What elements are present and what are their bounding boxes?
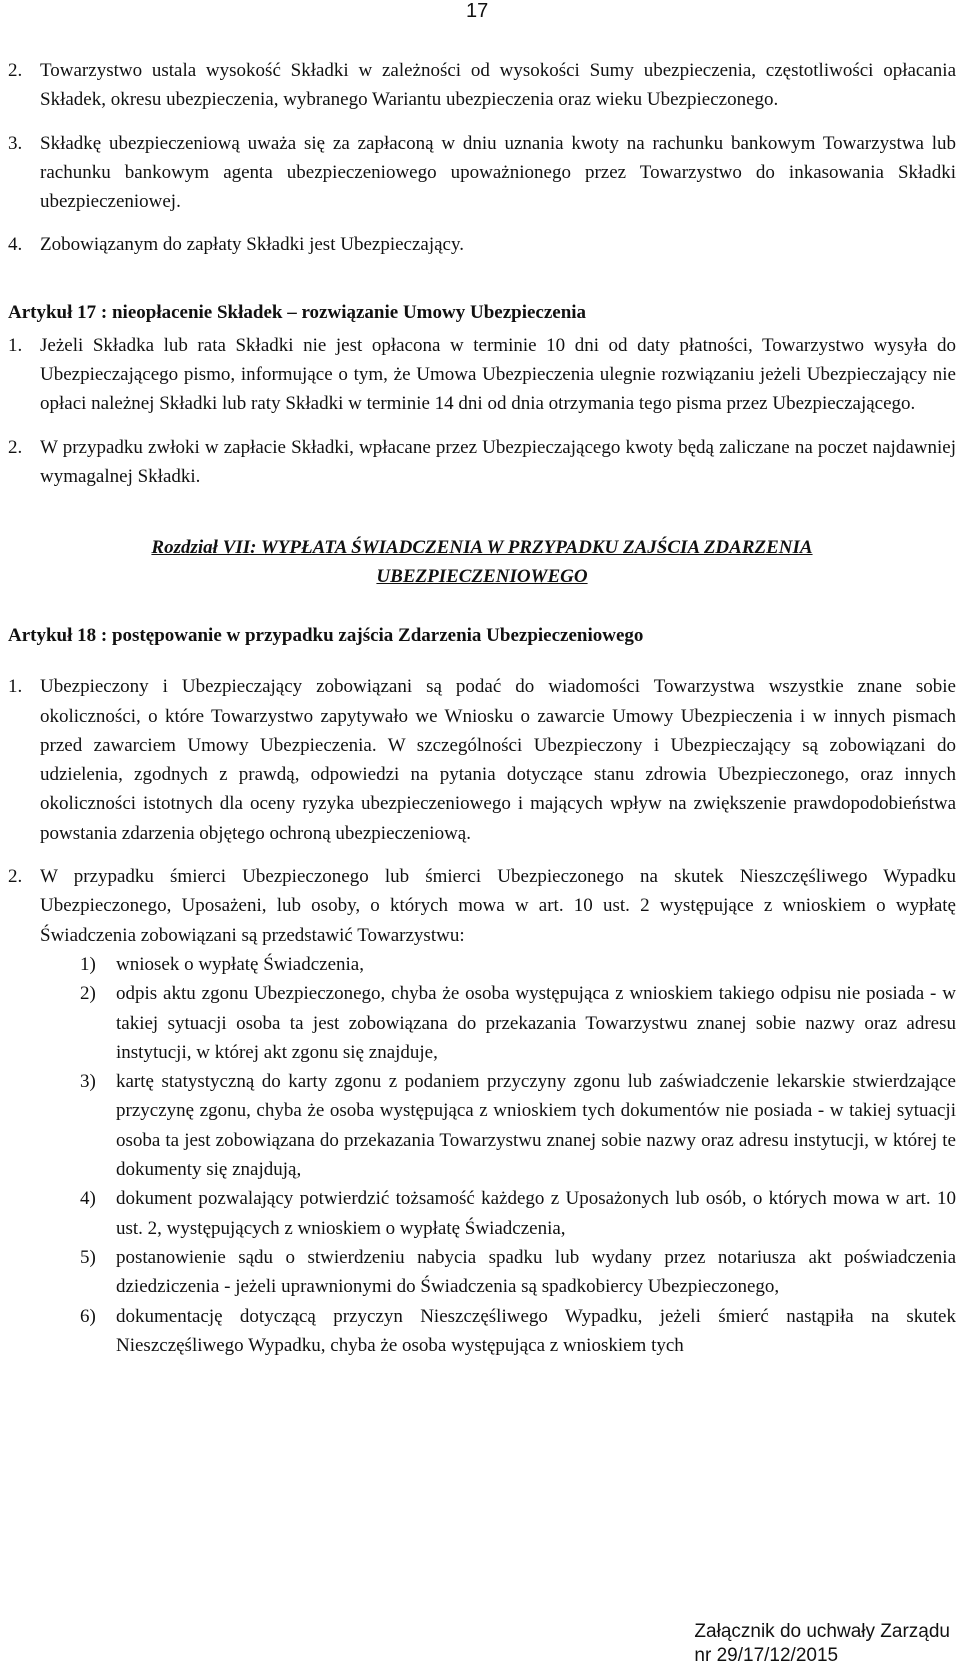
list-item-text: odpis aktu zgonu Ubezpieczonego, chyba że osoba występująca z wnioskiem takiego odpisu nie posiada - w takiej sytuacji osoba ta jest zobowiązana do przekazania Towarzystwu znanej sobie nazwy oraz adresu instytucji, w której akt zgonu się znajduje, (116, 983, 956, 1063)
article-17-paragraph-2 (8, 433, 956, 492)
paragraph-text: Towarzystwo ustala wysokość Składki w zależności od wysokości Sumy ubezpieczenia, częstotliwości opłacania Składek, okresu ubezpieczenia, wybranego Wariantu ubezpieczenia oraz wieku Ubezpieczonego. (40, 60, 956, 111)
document-body (8, 56, 956, 1360)
chapter-heading-line-2: UBEZPIECZENIOWEGO (376, 566, 588, 588)
list-item-text: dokumentację dotyczącą przyczyn Nieszczęśliwego Wypadku, jeżeli śmierć nastąpiła na skutek Nieszczęśliwego Wypadku, chyba że osoba występująca z wnioskiem tych (116, 1305, 956, 1356)
paragraph-text: Zobowiązanym do zapłaty Składki jest Ubezpieczający. (40, 234, 464, 256)
article-18-paragraph-2 (8, 862, 956, 950)
list-item (80, 1302, 956, 1361)
page-number: 17 (466, 0, 489, 22)
paragraph-2 (8, 56, 956, 115)
footer-note (694, 1620, 950, 1668)
paragraph-text: W przypadku śmierci Ubezpieczonego lub śmierci Ubezpieczonego na skutek Nieszczęśliwego Wypadku Ubezpieczonego, Uposażeni, lub osoby, o których mowa w art. 10 ust. 2 występujące z wnioskiem o wypłatę Świadczenia zobowiązani są przedstawić Towarzystwu: (40, 866, 956, 946)
paragraph-3 (8, 129, 956, 217)
footer-line-1: Załącznik do uchwały Zarządu (694, 1621, 950, 1642)
list-item-text: dokument pozwalający potwierdzić tożsamość każdego z Uposażonych lub osób, o których mowa w art. 10 ust. 2, występujących z wnioskiem o wypłatę Świadczenia, (116, 1188, 956, 1239)
list-item (80, 1243, 956, 1302)
paragraph-text: Składkę ubezpieczeniową uważa się za zapłaconą w dniu uznania kwoty na rachunku bankowym Towarzystwa lub rachunku bankowym agenta ubezpieczeniowego upoważnionego przez Towarzystwo do inkasowania Składki ubezpieczeniowej. (40, 132, 956, 213)
paragraph-text: Ubezpieczony i Ubezpieczający zobowiązani są podać do wiadomości Towarzystwa wszystkie znane sobie okoliczności, o które Towarzystwo zapytywało we Wniosku o zawarcie Umowy Ubezpieczenia i w innych pismach przed zawarciem Umowy Ubezpieczenia. W szczególności Ubezpieczony i Ubezpieczający są zobowiązani do udzielenia, zgodnych z prawdą, odpowiedzi na pytania dotyczące stanu zdrowia Ubezpieczonego, oraz innych okoliczności istotnych dla oceny ryzyka ubezpieczeniowego i mających wpływ na zwiększenie prawdopodobieństwa powstania zdarzenia objętego ochroną ubezpieczeniową. (40, 676, 956, 844)
list-item-text: postanowienie sądu o stwierdzeniu nabycia spadku lub wydany przez notariusza akt poświadczenia dziedziczenia - jeżeli uprawnionymi do Świadczenia są spadkobiercy Ubezpieczonego, (116, 1246, 956, 1298)
article-17-paragraph-1 (8, 331, 956, 419)
paragraph-number: 1. (8, 334, 23, 356)
paragraph-text: W przypadku zwłoki w zapłacie Składki, wpłacane przez Ubezpieczającego kwoty będą zaliczane na poczet najdawniej wymagalnej Składki. (40, 436, 956, 487)
paragraph-number: 2. (8, 866, 23, 888)
article-18-heading: Artykuł 18 : postępowanie w przypadku zajścia Zdarzenia Ubezpieczeniowego (8, 625, 644, 647)
article-17-heading: Artykuł 17 : nieopłacenie Składek – rozwiązanie Umowy Ubezpieczenia (8, 301, 587, 323)
footer-line-2: nr 29/17/12/2015 (694, 1645, 839, 1666)
list-item-number: 2) (80, 983, 96, 1005)
paragraph-text: Jeżeli Składka lub rata Składki nie jest opłacona w terminie 10 dni od daty płatności, Towarzystwo wysyła do Ubezpieczającego pismo, informujące o tym, że Umowa Ubezpieczenia ulegnie rozwiązaniu jeżeli Ubezpieczający nie opłaci należnej Składki lub raty Składki w terminie 14 dni od dnia otrzymania tego pisma przez Ubezpieczającego. (40, 334, 956, 415)
paragraph-number: 1. (8, 676, 23, 698)
list-item (80, 1067, 956, 1184)
paragraph-4 (8, 230, 956, 259)
list-item (80, 1184, 956, 1243)
paragraph-number: 4. (8, 234, 23, 256)
list-item-number: 4) (80, 1188, 96, 1210)
list-item-number: 6) (80, 1305, 96, 1327)
article-18-paragraph-1 (8, 672, 956, 848)
paragraph-number: 2. (8, 60, 23, 81)
list-item-text: kartę statystyczną do karty zgonu z podaniem przyczyny zgonu lub zaświadczenie lekarskie stwierdzające przyczynę zgonu, chyba że osoba występująca z wnioskiem tych dokumentów nie posiada - w takiej sytuacji osoba ta jest zobowiązana do przekazania Towarzystwu znanej sobie nazwy oraz adresu instytucji, w której te dokumenty się znajdują, (116, 1071, 956, 1181)
list-item-number: 5) (80, 1246, 96, 1268)
list-item-text: wniosek o wypłatę Świadczenia, (116, 953, 364, 975)
list-item (80, 979, 956, 1067)
paragraph-number: 3. (8, 132, 23, 154)
list-item-number: 1) (80, 953, 96, 975)
chapter-heading-line-1: Rozdział VII: WYPŁATA ŚWIADCZENIA W PRZYPADKU ZAJŚCIA ZDARZENIA (151, 537, 813, 559)
paragraph-number: 2. (8, 436, 23, 458)
list-item (80, 950, 956, 979)
list-item-number: 3) (80, 1071, 96, 1093)
